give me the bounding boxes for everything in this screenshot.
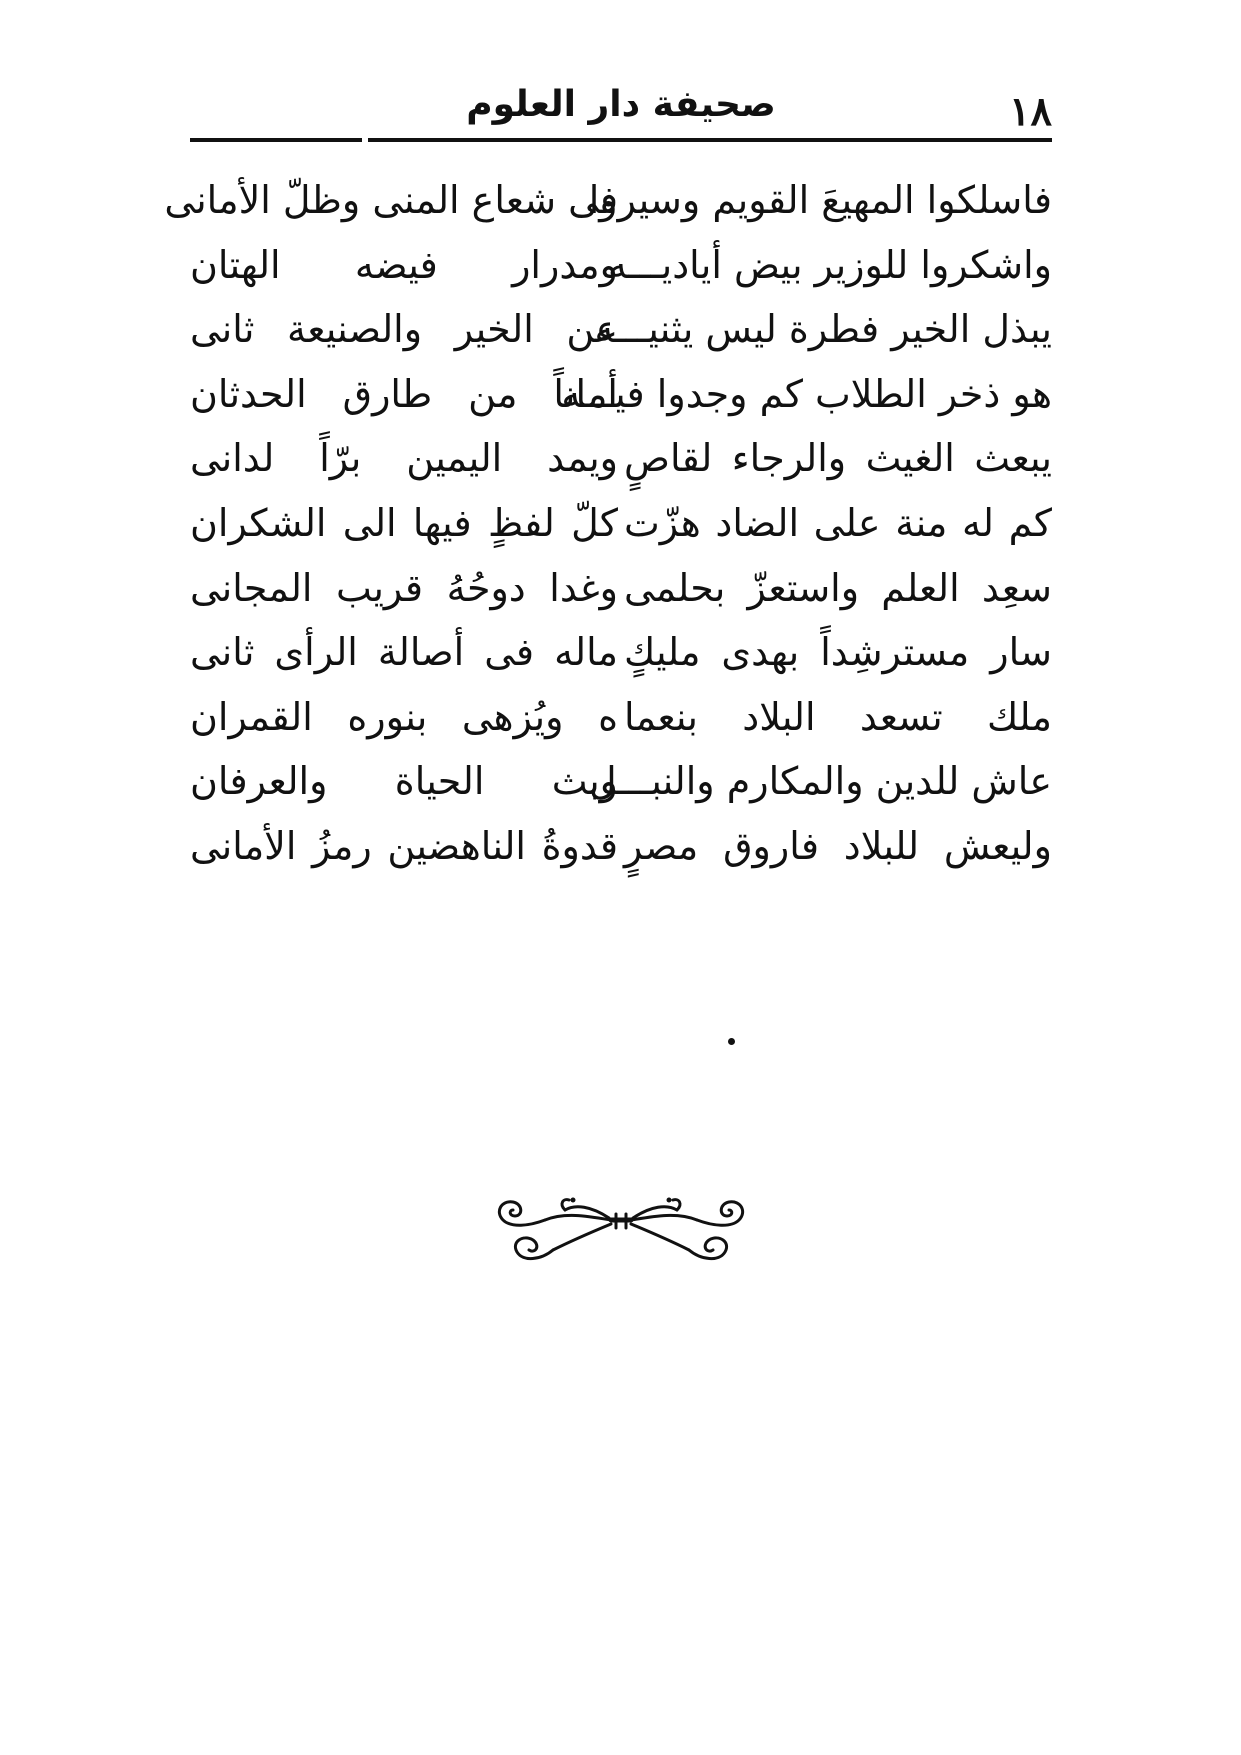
- verse-second-hemistich: عن الخير والصنيعة ثانى: [190, 307, 618, 352]
- verse-first-hemistich: واشكروا للوزير بيض أياديـــه: [607, 242, 1052, 287]
- verse: [190, 749, 1052, 814]
- verse-first-hemistich: سار مسترشِداً بهدى مليكٍ: [624, 630, 1052, 675]
- header-rule-left: [190, 138, 362, 142]
- verse: [190, 491, 1052, 556]
- scroll-flourish-icon: [483, 1190, 759, 1272]
- verse-first-hemistich: يبذل الخير فطرة ليس يثنيـــه: [594, 307, 1052, 352]
- verse: [190, 620, 1052, 685]
- verse: [164, 168, 1052, 233]
- verse-second-hemistich: وغدا دوحُهُ قريب المجانى: [190, 565, 618, 610]
- verse-second-hemistich: ه ويُزهى بنوره القمران: [190, 694, 618, 739]
- verse-second-hemistich: أماناً من طارق الحدثان: [190, 371, 618, 416]
- verse: [190, 426, 1052, 491]
- verse-second-hemistich: فى شعاع المنى وظلّ الأمانى: [164, 178, 618, 222]
- verse-first-hemistich: فاسلكوا المهيعَ القويم وسيروا: [588, 178, 1052, 222]
- verse-first-hemistich: كم له منة على الضاد هزّت: [624, 500, 1052, 545]
- stray-dot: [728, 1038, 735, 1045]
- poem: [164, 168, 1052, 879]
- verse: [190, 297, 1052, 362]
- verse-first-hemistich: ملك تسعد البلاد بنعما: [624, 694, 1052, 739]
- verse-second-hemistich: كلّ لفظٍ فيها الى الشكران: [190, 500, 618, 545]
- page-number: ١٨: [1009, 88, 1052, 135]
- verse: [190, 233, 1052, 298]
- verse-first-hemistich: هو ذخر الطلاب كم وجدوا فيـــه: [561, 371, 1052, 416]
- header-rule: [190, 138, 1052, 143]
- verse-first-hemistich: سعِد العلم واستعزّ بحلمى: [624, 565, 1052, 610]
- verse-second-hemistich: ماله فى أصالة الرأى ثانى: [190, 630, 618, 675]
- verse-second-hemistich: وبث الحياة والعرفان: [190, 759, 618, 804]
- header-rule-right: [368, 138, 1052, 142]
- verse: [190, 362, 1052, 427]
- verse-first-hemistich: يبعث الغيث والرجاء لقاصٍ: [624, 436, 1052, 481]
- verse-first-hemistich: وليعش للبلاد فاروق مصرٍ: [624, 823, 1052, 868]
- verse-first-hemistich: عاش للدين والمكارم والنبـــل: [589, 759, 1052, 804]
- verse: [190, 556, 1052, 621]
- page-header: [190, 82, 1052, 142]
- verse-second-hemistich: ومدرار فيضه الهتان: [190, 242, 618, 287]
- running-title: صحيفة دار العلوم: [466, 84, 776, 125]
- verse-second-hemistich: ويمد اليمين برّاً لدانى: [190, 436, 618, 481]
- verse-second-hemistich: قدوةُ الناهضين رمزُ الأمانى: [190, 823, 618, 868]
- verse: [190, 685, 1052, 750]
- verse: [190, 814, 1052, 879]
